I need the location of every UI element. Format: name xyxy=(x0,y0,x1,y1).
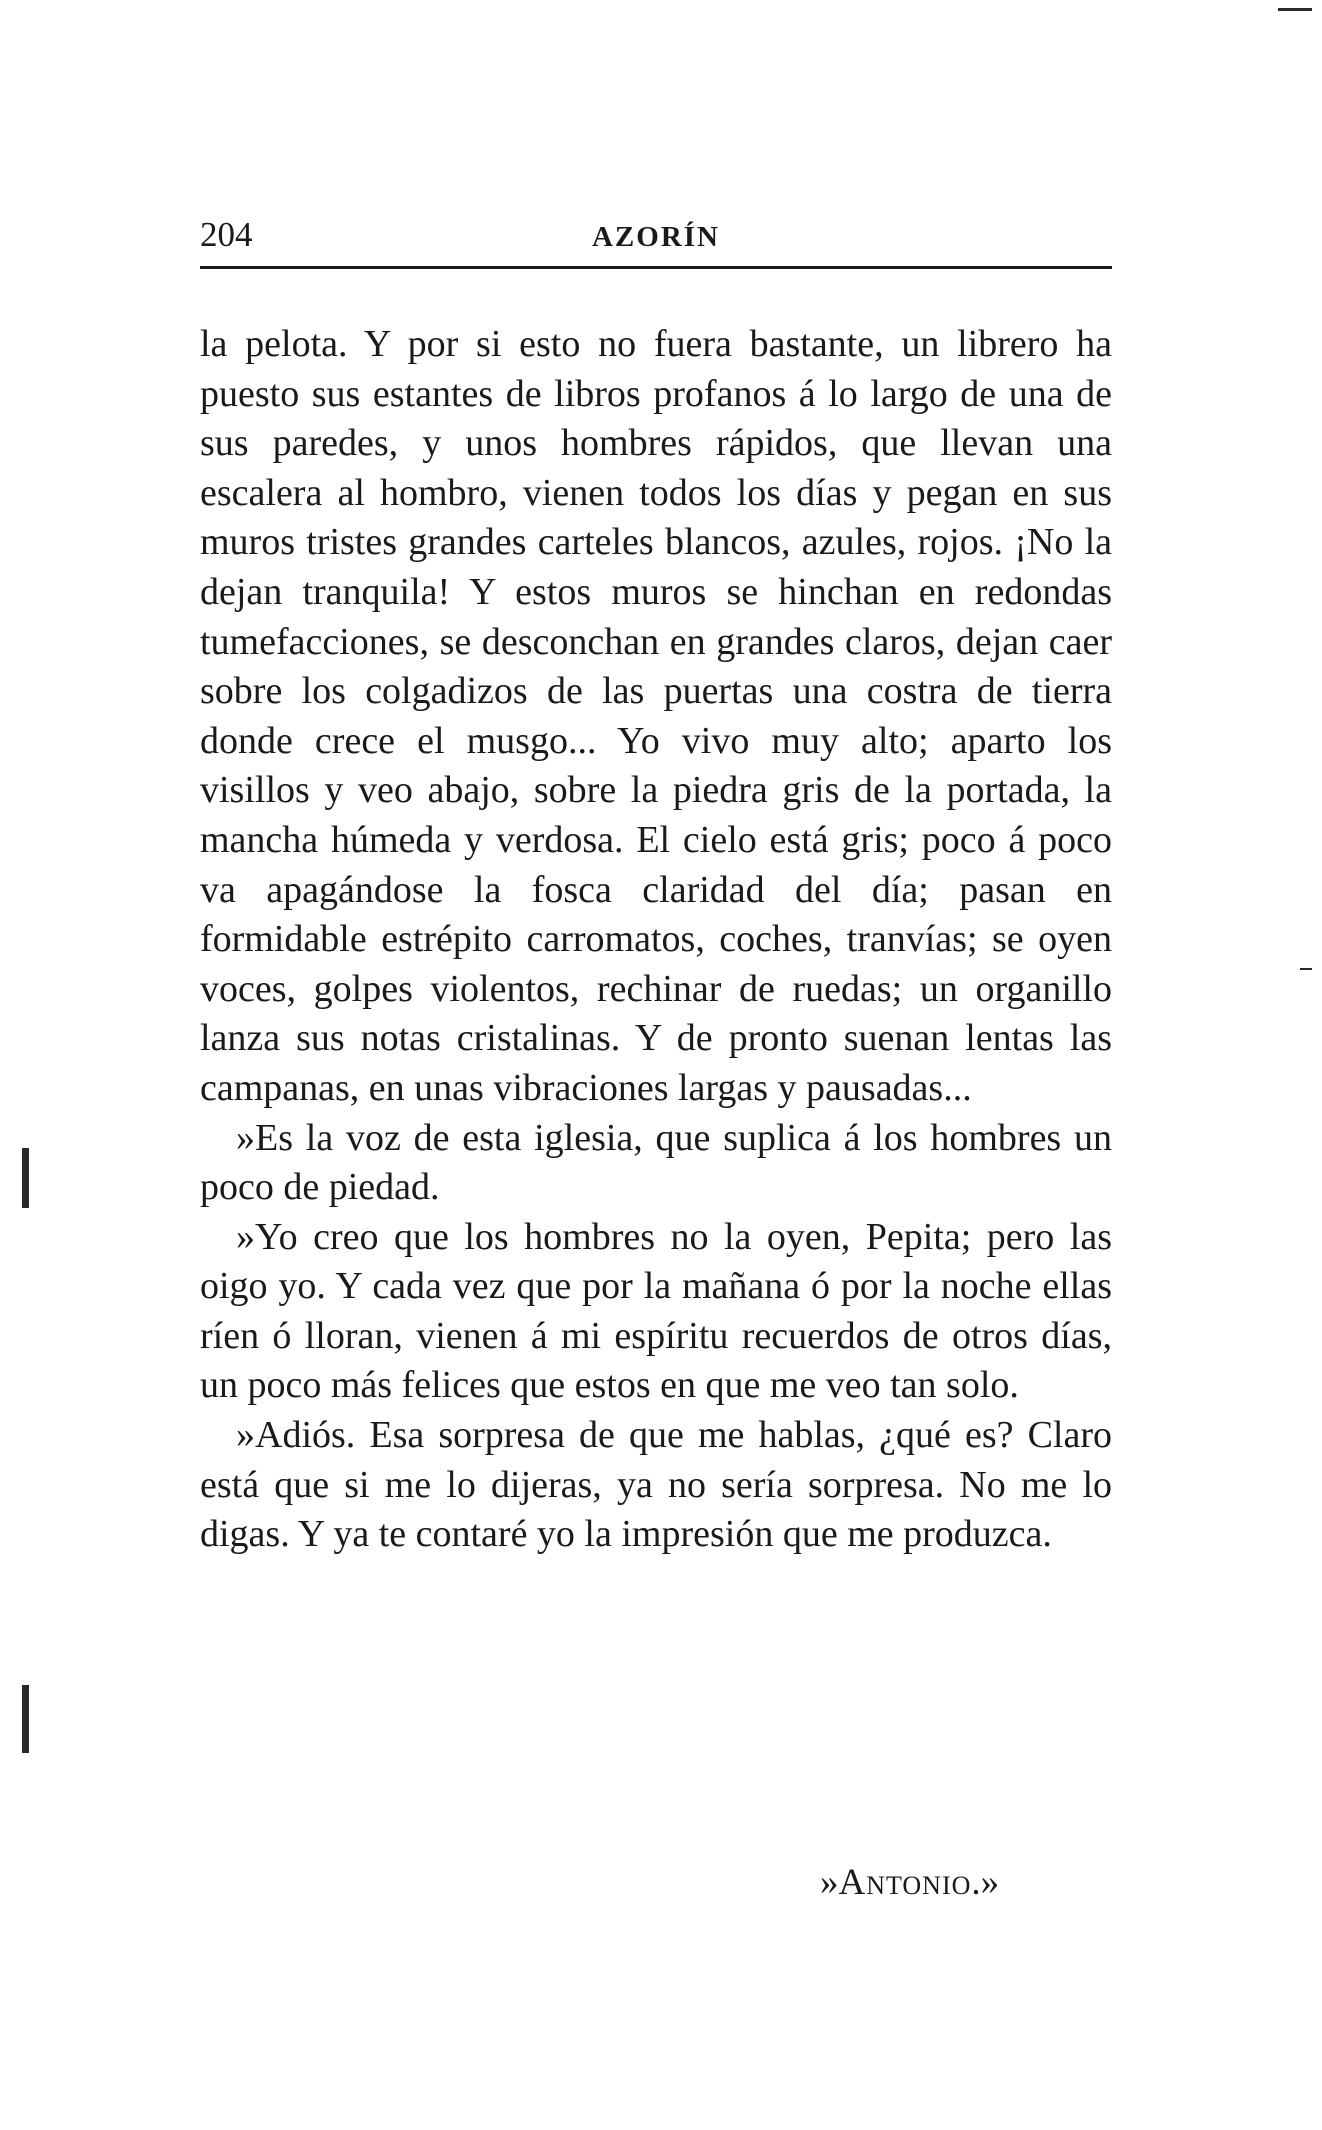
scan-mark xyxy=(22,1685,29,1753)
paragraph: »Es la voz de esta iglesia, que suplica á los hombres un poco de piedad. xyxy=(200,1116,1112,1209)
scan-mark xyxy=(22,1148,29,1208)
scan-mark xyxy=(1300,968,1312,970)
running-head: AZORÍN xyxy=(591,221,720,253)
paragraph: la pelota. Y por si esto no fuera bastante, un librero ha puesto sus estantes de libros profanos á lo largo de una de sus paredes, y unos hombres rápidos, que llevan una escalera al hombro, vienen todos los días y pegan en sus muros tristes grandes carteles blancos, azules, rojos. ¡No la dejan tranquila! Y estos muros se hinchan en redondas tumefacciones, se desconchan en grandes claros, dejan caer sobre los colgadizos de las puertas una costra de tierra donde crece el musgo... Yo vivo muy alto; aparto los visillos y veo abajo, sobre la piedra gris de la portada, la mancha húmeda y verdosa. El cielo está gris; poco á poco va apagándose la fosca claridad del día; pasan en formidable estrépito carromatos, coches, tranvías; se oyen voces, golpes violentos, rechinar de ruedas; un organillo lanza sus notas cristalinas. Y de pronto suenan lentas las campanas, en unas vibraciones largas y pausadas... xyxy=(200,323,1112,1109)
signature-open-quote: » xyxy=(820,1862,839,1903)
page-header xyxy=(200,208,1112,262)
paragraph: »Adiós. Esa sorpresa de que me hablas, ¿qué es? Claro está que si me lo dijeras, ya no sería sorpresa. No me lo digas. Y ya te contaré yo la impresión que me produzca. xyxy=(200,1414,1112,1556)
paragraph: »Yo creo que los hombres no la oyen, Pepita; pero las oigo yo. Y cada vez que por la mañana ó por la noche ellas ríen ó lloran, vienen á mi espíritu recuerdos de otros días, un poco más felices que estos en que me veo tan solo. xyxy=(200,1215,1112,1407)
body-text xyxy=(200,320,1112,1560)
header-rule xyxy=(200,266,1112,269)
page-number: 204 xyxy=(200,215,253,254)
signature-name: Antonio xyxy=(838,1862,972,1903)
signature xyxy=(820,1858,999,1908)
signature-close-quote: .» xyxy=(971,1862,1000,1903)
scan-mark xyxy=(1278,8,1312,11)
